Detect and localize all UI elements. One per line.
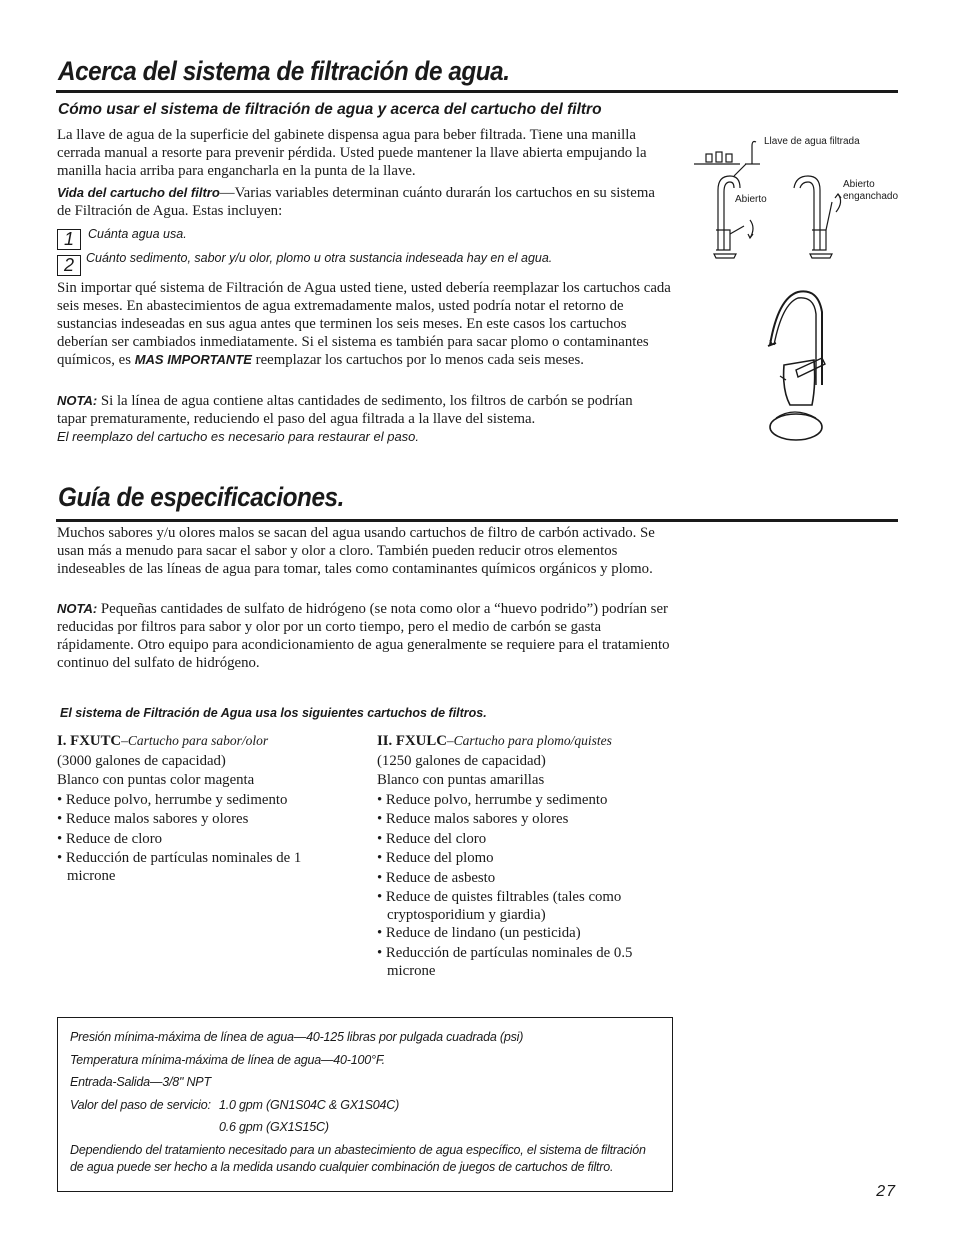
specs-intro-paragraph: Muchos sabores y/u olores malos se sacan del agua usando cartuchos de filtro de carbón activado. Se usan más a menudo para sacar el sabor y olor a cloro. También pueden reducir otros elementos indeseables de las líneas de agua para tomar, tales como contaminantes químicos orgánicos y plomo. (57, 525, 655, 577)
list-item: • Reduce malos sabores y olores (377, 811, 569, 827)
section-subtitle: Cómo usar el sistema de filtración de agua y acerca del cartucho del filtro (58, 101, 602, 118)
cartridge-life-label: Vida del cartucho del filtro (57, 185, 220, 200)
intro-paragraph: La llave de agua de la superficie del gabinete dispensa agua para beber filtrada. Tiene una manilla cerrada manual a resorte para prevenir pérdida. Usted puede mantener la llave abierta empujando la manilla hacia arriba para engancharla en la punta de la llave. (57, 127, 647, 179)
cartridge-fxutc-capacity: (3000 galones de capacidad) (57, 752, 226, 769)
cartridge-fxutc-code: I. FXUTC (57, 733, 122, 749)
cartridge-fxutc (57, 731, 327, 885)
cartridge-life-paragraph (57, 184, 657, 220)
section-title-filtration: Acerca del sistema de filtración de agua. (58, 56, 510, 86)
cartridge-fxulc-title (377, 731, 652, 752)
cartridge-fxutc-desc: –Cartucho para sabor/olor (121, 733, 269, 748)
replacement-text-b: reemplazar los cartuchos por lo menos cada seis meses. (251, 352, 584, 368)
cartridge-fxulc-desc: –Cartucho para plomo/quistes (446, 733, 612, 748)
note-italic-1: El reemplazo del cartucho es necesario para restaurar el paso. (57, 429, 420, 444)
title-rule (56, 90, 898, 93)
note-label-2: NOTA: (57, 601, 98, 616)
spec-flow-label: Valor del paso de servicio: (70, 1098, 211, 1112)
page-number: 27 (876, 1183, 896, 1200)
cartridge-fxutc-color: Blanco con puntas color magenta (57, 772, 255, 788)
label-open: Abierto (735, 194, 767, 205)
list-item: • Reduce de asbesto (377, 869, 496, 886)
specs-title-rule (56, 519, 898, 522)
list-item: • Reducción de partículas nominales de 0.5 microne (377, 944, 633, 979)
note-label-1: NOTA: (57, 393, 98, 408)
list-item: • Reduce del plomo (377, 850, 494, 866)
faucet-illustration (690, 130, 900, 450)
section-title-specs: Guía de especificaciones. (58, 482, 344, 512)
list-item: • Reduce del cloro (377, 830, 487, 847)
cartridge-fxutc-title (57, 731, 327, 752)
list-item: • Reduce polvo, herrumbe y sedimento (377, 791, 608, 808)
replacement-emphasis: MAS IMPORTANTE (134, 352, 252, 367)
list-item: • Reduce malos sabores y olores (57, 811, 249, 827)
item-number-1: 1 (57, 229, 81, 250)
cartridge-fxulc (377, 731, 652, 980)
replacement-paragraph (57, 279, 675, 369)
list-item: • Reduce de quistes filtrables (tales como cryptosporidium y giardia) (377, 889, 622, 923)
list-item: • Reduce de lindano (un pesticida) (377, 925, 581, 941)
label-open-latched: Abierto enganchado (843, 179, 899, 202)
spec-inlet-outlet: Entrada-Salida—3/8" NPT (70, 1075, 211, 1089)
cartridge-fxulc-code: II. FXULC (377, 733, 447, 749)
list-item: • Reducción de partículas nominales de 1 microne (57, 850, 302, 884)
cartridge-fxulc-capacity: (1250 galones de capacidad) (377, 752, 546, 769)
label-filtered-faucet: Llave de agua filtrada (764, 136, 860, 147)
note-paragraph-2 (57, 600, 675, 672)
replacement-text-a: Sin importar qué sistema de Filtración de Agua usted tiene, usted debería reemplazar los cartuchos cada seis meses. En abastecimientos de agua extremadamente malos, usted podría notar el retorno de sustancias indeseadas en sus agua antes que terminen los seis meses. En este casos los cartuchos deberían ser cambiados inmediatamente. Si el sistema es también para sacar plomo o contaminantes químicos, es (57, 280, 671, 368)
item-number-2: 2 (57, 255, 81, 276)
note-text-1: Si la línea de agua contiene altas cantidades de sedimento, los filtros de carbón se podrían tapar prematuramente, reduciendo el paso del agua filtrada a la llave del sistema. (57, 393, 633, 427)
list-item: • Reduce de cloro (57, 830, 163, 847)
cartridges-heading: El sistema de Filtración de Agua usa los siguientes cartuchos de filtros. (60, 706, 487, 720)
spec-temperature: Temperatura mínima-máxima de línea de agua—40-100°F. (70, 1053, 385, 1067)
list-item: • Reduce polvo, herrumbe y sedimento (57, 791, 288, 808)
cartridge-life-text: —Varias variables determinan cuánto durarán los cartuchos en su sistema de Filtración de Agua. Estas incluyen: (57, 185, 655, 219)
note-text-2: Pequeñas cantidades de sulfato de hidrógeno (se nota como olor a “huevo podrido”) podrían ser reducidas por filtros para sabor y olor por un corto tiempo, pero el medio de carbón se gasta rápidamente. Otro equipo para acondicionamiento de agua generalmente se requiere para el tratamiento continuo del sulfato de hidrógeno. (57, 601, 670, 671)
cartridge-fxulc-color: Blanco con puntas amarillas (377, 772, 545, 788)
spec-flow-2: 0.6 gpm (GX1S15C) (219, 1120, 329, 1134)
note-paragraph-1 (57, 392, 657, 446)
spec-flow-1: 1.0 gpm (GN1S04C & GX1S04C) (219, 1098, 400, 1112)
faucet-diagram (690, 130, 900, 450)
item-text-2: Cuánto sedimento, sabor y/u olor, plomo u otra sustancia indeseada hay en el agua. (86, 251, 553, 265)
item-text-1: Cuánta agua usa. (88, 227, 187, 241)
spec-pressure: Presión mínima-máxima de línea de agua—40-125 libras por pulgada cuadrada (psi) (70, 1030, 524, 1044)
spec-custom: Dependiendo del tratamiento necesitado para un abastecimiento de agua específico, el sistema de filtración de agua puede ser hecho a la medida usando cualquier combinación de juegos de cartuchos de filtro. (70, 1143, 646, 1174)
